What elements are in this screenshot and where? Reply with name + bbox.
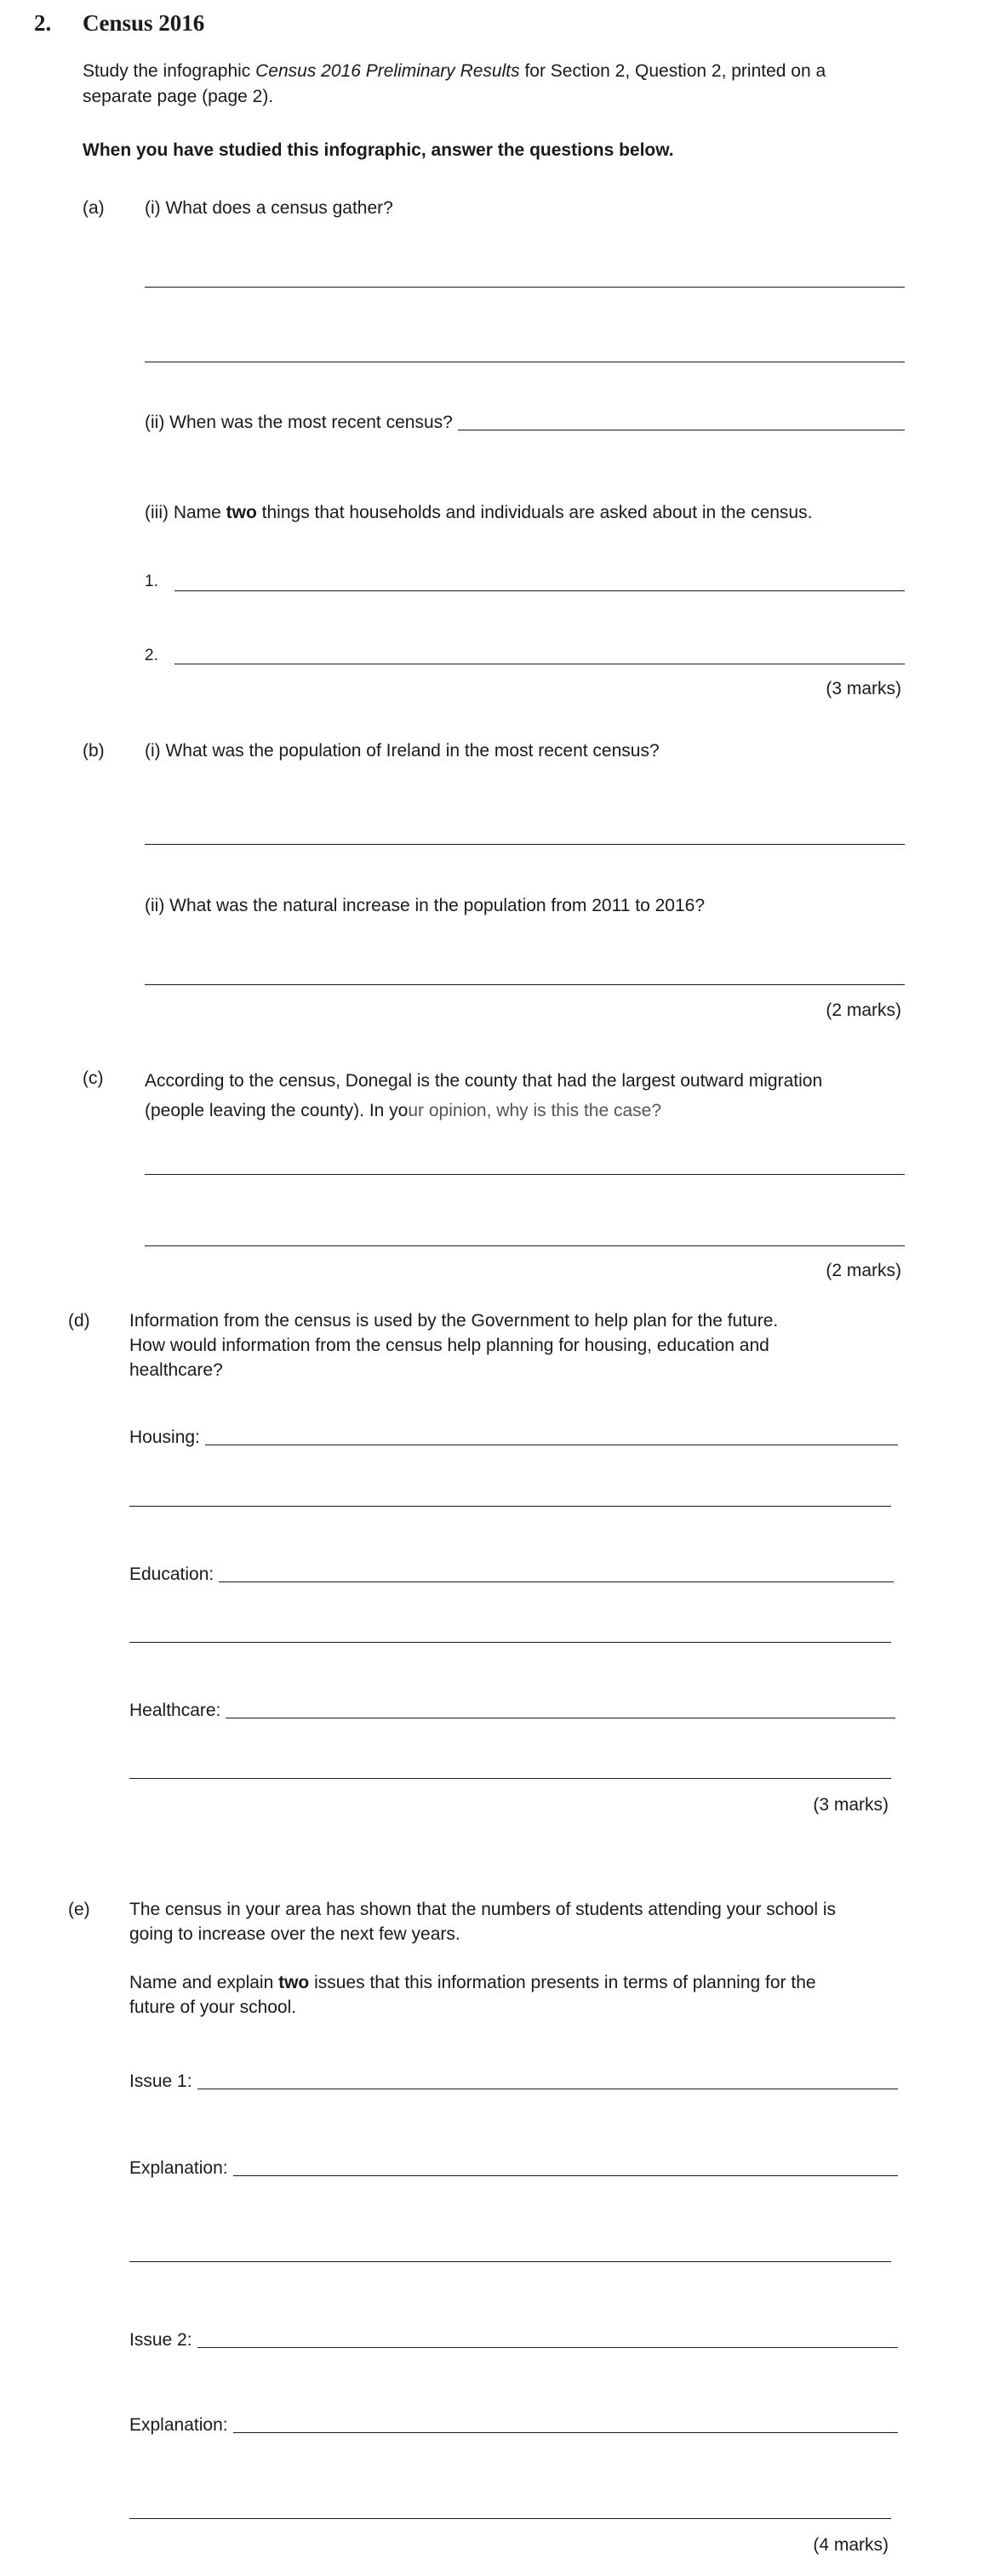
part-a-q3-after: things that households and individuals are asked about in the census. <box>256 503 813 522</box>
housing-label: Housing: <box>129 1428 200 1447</box>
part-c-label: (c) <box>83 1069 104 1088</box>
issue-2-label: Issue 2: <box>129 2330 192 2350</box>
intro-after: for Section 2, Question 2, printed on a <box>519 61 826 81</box>
answer-line[interactable] <box>129 1506 891 1507</box>
part-c-line2a: (people leaving the county). In yo <box>145 1101 409 1120</box>
education-label: Education: <box>129 1564 214 1584</box>
answer-line[interactable] <box>129 2518 891 2519</box>
part-e-line4: future of your school. <box>129 1998 297 2017</box>
list-number-1: 1. <box>145 573 158 590</box>
part-c-text <box>145 1066 911 1126</box>
part-a-label: (a) <box>83 198 105 218</box>
answer-line[interactable] <box>197 2347 898 2348</box>
part-c-line2b: ur opinion, why is this the case? <box>408 1101 662 1120</box>
answer-line[interactable] <box>174 590 905 591</box>
answer-line[interactable] <box>129 2261 891 2262</box>
part-d-line1: Information from the census is used by the Government to help plan for the future. <box>129 1311 779 1331</box>
part-d-line2: How would information from the census help planning for housing, education and <box>129 1336 769 1355</box>
part-a-q2: (ii) When was the most recent census? <box>145 413 453 432</box>
part-e-text <box>129 1897 895 1946</box>
answer-line[interactable] <box>233 2432 898 2433</box>
list-number-2: 2. <box>145 647 158 664</box>
explanation-2-row <box>129 2413 898 2438</box>
answer-line[interactable] <box>129 1778 891 1779</box>
part-b-q2: (ii) What was the natural increase in the population from 2011 to 2016? <box>145 896 705 915</box>
issue-1-label: Issue 1: <box>129 2072 192 2091</box>
answer-line[interactable] <box>145 844 905 845</box>
part-e-prompt <box>129 1970 895 2020</box>
part-b-q1: (i) What was the population of Ireland in the most recent census? <box>145 741 660 761</box>
housing-row <box>129 1425 898 1450</box>
education-row <box>129 1562 894 1587</box>
part-d-line3: healthcare? <box>129 1360 223 1380</box>
issue-1-row <box>129 2069 898 2094</box>
part-a-q3-before: (iii) Name <box>145 503 226 522</box>
part-c-marks: (2 marks) <box>826 1261 901 1280</box>
part-a-q2-row <box>145 410 905 436</box>
part-e-line3-after: issues that this information presents in terms of planning for the <box>309 1973 816 1992</box>
issue-2-row <box>129 2328 898 2353</box>
answer-line[interactable] <box>145 1245 905 1246</box>
part-d-text <box>129 1308 895 1382</box>
healthcare-label: Healthcare: <box>129 1701 221 1720</box>
healthcare-row <box>129 1698 895 1724</box>
part-e-line1: The census in your area has shown that the numbers of students attending your school is <box>129 1900 836 1919</box>
part-a-q1: (i) What does a census gather? <box>145 198 393 218</box>
intro-before: Study the infographic <box>83 61 256 81</box>
explanation-2-label: Explanation: <box>129 2415 228 2435</box>
part-c-line1: According to the census, Donegal is the county that had the largest outward migration <box>145 1071 823 1091</box>
question-title: Census 2016 <box>83 10 205 36</box>
part-a-q3-bold: two <box>226 503 257 522</box>
answer-line[interactable] <box>145 1174 905 1175</box>
intro-line2: separate page (page 2). <box>83 87 274 106</box>
part-e-marks: (4 marks) <box>813 2535 889 2555</box>
part-e-line3-bold: two <box>278 1973 310 1992</box>
part-b-label: (b) <box>83 741 105 761</box>
part-a-marks: (3 marks) <box>826 679 901 698</box>
intro-text <box>83 59 900 110</box>
answer-line[interactable] <box>233 2175 898 2176</box>
part-d-label: (d) <box>68 1311 90 1331</box>
part-e-line2: going to increase over the next few years. <box>129 1924 460 1944</box>
explanation-1-row <box>129 2156 898 2181</box>
part-e-line3-before: Name and explain <box>129 1973 279 1992</box>
part-d-marks: (3 marks) <box>813 1795 889 1815</box>
answer-line[interactable] <box>145 984 905 985</box>
answer-line[interactable] <box>145 287 905 288</box>
part-b-marks: (2 marks) <box>826 1000 901 1020</box>
question-number: 2. <box>34 10 52 36</box>
instruction: When you have studied this infographic, answer the questions below. <box>83 140 674 160</box>
infographic-title: Census 2016 Preliminary Results <box>255 61 520 81</box>
part-a-q3 <box>145 500 812 526</box>
part-e-label: (e) <box>68 1900 90 1919</box>
explanation-1-label: Explanation: <box>129 2158 228 2178</box>
answer-line[interactable] <box>129 1642 891 1643</box>
